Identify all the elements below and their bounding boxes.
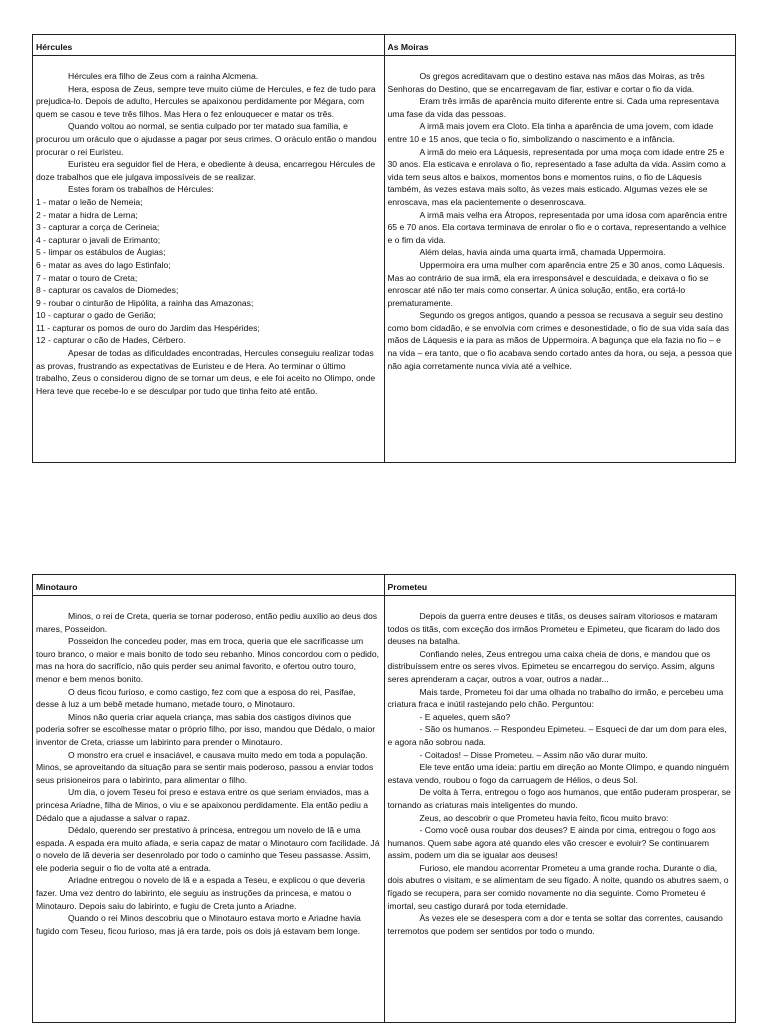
hercules-paragraph: Euristeu era seguidor fiel de Hera, e obediente à deusa, encarregou Hércules de doze trabalhos que ele julgava impossíveis de se realizar. — [36, 159, 376, 182]
minotauro-paragraph: Posseidon lhe concedeu poder, mas em troca, queria que ele sacrificasse um touro branco, o maior e mais bonito de todo seu rebanho. Minos concordou com o pedido, mas na hora do sacrifício, não quis perder seu animal favorito, e ofertou outro touro, menor e bem menos bonito. — [36, 636, 380, 684]
minotauro-title-cell — [33, 575, 385, 596]
bottom-stories-table — [32, 574, 736, 1023]
prometeu-paragraph: Depois da guerra entre deuses e titãs, os deuses saíram vitoriosos e mataram todos os titãs, com exceção dos irmãos Prometeu e Epimeteu, que ficaram do lado dos deuses na batalha. — [387, 611, 720, 647]
labor-item: 10 - capturar o gado de Gerião; — [36, 310, 156, 321]
labor-item: 6 - matar as aves do lago Estinfalo; — [36, 259, 171, 270]
moiras-title: As Moiras — [387, 42, 429, 52]
hercules-paragraph: Hera, esposa de Zeus, sempre teve muito ciúme de Hercules, e fez de tudo para prejudica-lo. Depois de adulto, Hercules se apaixonou perdidamente por Mégara, com quem se casou e teve três filhos. Mas Hera o fez enlouquecer e matar os três. — [36, 83, 376, 119]
prometeu-dialogue: - E aqueles, quem são? — [419, 711, 511, 722]
prometeu-paragraph: Mais tarde, Prometeu foi dar uma olhada no trabalho do irmão, e percebeu uma criatura fraca e inútil rastejando pelo chão. Perguntou: — [387, 686, 724, 710]
minotauro-text-cell — [33, 596, 385, 1023]
hercules-paragraph: Hércules era filho de Zeus com a rainha Alcmena. — [68, 71, 259, 81]
minotauro-title: Minotauro — [36, 582, 78, 592]
hercules-text-cell — [33, 56, 385, 463]
hercules-paragraph: Estes foram os trabalhos de Hércules: — [68, 184, 214, 195]
hercules-title: Hércules — [36, 42, 73, 52]
prometeu-paragraph: Ele teve então uma ideia: partiu em direção ao Monte Olimpo, e quando ninguém estava vendo, roubou o fogo da carruagem de Hélios, o deus Sol. — [387, 762, 730, 785]
minotauro-paragraph: Dédalo, querendo ser prestativo à princesa, entregou um novelo de lã e uma espada. A espada era muito afiada, e seria capaz de matar o Minotauro com facilidade. Já o novelo de lã deveria ser desenrolado por todo o caminho que Teseu passasse. Assim, ele poderia seguir o fio de volta até a entrada. — [36, 825, 380, 873]
moiras-paragraph: Uppermoira era uma mulher com aparência entre 25 e 30 anos, como Láquesis. Mas ao contrário de sua irmã, ela era irresponsável e descuidada, e deixava o fio se enroscar até não ter mais como consertar. A única solução, então, era cortá-lo prematuramente. — [387, 259, 725, 308]
moiras-paragraph: Os gregos acreditavam que o destino estava nas mãos das Moiras, as três Senhoras do Destino, que se encarregavam de fiar, estivar e cortar o fio da vida. — [387, 71, 705, 94]
minotauro-paragraph: Um dia, o jovem Teseu foi preso e estava entre os que seriam enviados, mas a princesa Ariadne, filha de Minos, o viu e se apaixonou perdidamente. Ela então pediu a Dédalo que a ajudasse a salvar o rapaz. — [36, 787, 369, 823]
hercules-paragraph: Apesar de todas as dificuldades encontradas, Hercules conseguiu realizar todas as provas, frustrando as expectativas de Euristeu e de Hera. Ao terminar o último trabalho, Zeus o considerou digno de se tornar um deus, e ele foi aceito no Olimpo, onde Hera teve que recebe-lo e se desculpar por tudo que tinha feito até então. — [36, 348, 376, 396]
prometeu-paragraph: Zeus, ao descobrir o que Prometeu havia feito, ficou muito bravo: — [419, 812, 669, 823]
top-stories-table — [32, 34, 736, 463]
labor-item: 2 - matar a hidra de Lerna; — [36, 209, 138, 220]
hercules-paragraph: Quando voltou ao normal, se sentia culpado por ter matado sua família, e procurou um oráculo que o ajudasse a pagar por seus crimes. O oráculo então o mandou procurar o rei Euristeu. — [36, 121, 377, 157]
moiras-paragraph: A irmã do meio era Láquesis, representada por uma moça com idade entre 25 e 30 anos. Ela esticava e enrolava o fio, representado a fase adulta da vida. Assim como a vida tem seus altos e baixos, momentos bons e momentos ruins, o fio de Láquesis também, às vezes estava mais solto, às vezes mais esticado. Algumas vezes ele se enroscava, mas ela pacientemente o desenroscava. — [387, 146, 726, 207]
prometeu-title-cell — [384, 575, 736, 596]
labor-item: 3 - capturar a corça de Cerineia; — [36, 222, 160, 233]
prometeu-paragraph: Confiando neles, Zeus entregou uma caixa cheia de dons, e mandou que os distribuíssem entre os seres vivos. Epimeteu se encarregou do serviço. Assim, alguns seres aprenderam a caçar, outros a voar, outros a nadar... — [387, 648, 715, 684]
labor-item: 5 - limpar os estábulos de Áugias; — [36, 247, 166, 258]
moiras-paragraph: Além delas, havia ainda uma quarta irmã, chamada Uppermoira. — [419, 247, 666, 258]
prometeu-paragraph: De volta à Terra, entregou o fogo aos humanos, que então puderam prosperar, se tornando as criaturas mais inteligentes do mundo. — [387, 787, 731, 810]
labor-item: 1 - matar o leão de Nemeia; — [36, 196, 143, 207]
labor-item: 9 - roubar o cinturão de Hipólita, a rainha das Amazonas; — [36, 297, 254, 308]
prometeu-dialogue: - Como você ousa roubar dos deuses? E ainda por cima, entregou o fogo aos humanos. Quem sabe agora até quando eles vão crescer e evoluir? Se continuarem assim, podem um dia se igualar aos deuses! — [387, 825, 716, 861]
moiras-paragraph: A irmã mais velha era Átropos, representada por uma idosa com aparência entre 65 e 70 anos. Ela cortava terminava de enrolar o fio e o cortava, representando a velhice e o fim da vida. — [387, 209, 728, 245]
prometeu-paragraph: Furioso, ele mandou acorrentar Prometeu a uma grande rocha. Durante o dia, dois abutres o visitam, e se alimentam de seu fígado. À noite, quando os abutres saem, o fígado se recupera, para ser comido novamente no dia seguinte. Como Prometeu é imortal, seu castigo durará por toda eternidade. — [387, 862, 729, 911]
labor-item: 4 - capturar o javali de Erimanto; — [36, 234, 161, 245]
prometeu-dialogue: - São os humanos. – Respondeu Epimeteu. – Esqueci de dar um dom para eles, e agora não sobrou nada. — [387, 724, 727, 747]
minotauro-paragraph: Quando o rei Minos descobriu que o Minotauro estava morto e Ariadne havia fugido com Teseu, ficou furioso, mas já era tarde, pois os dois já estavam bem longe. — [36, 913, 361, 936]
minotauro-paragraph: O deus ficou furioso, e como castigo, fez com que a esposa do rei, Pasifae, desse à luz a um bebê metade humano, metade touro, o Minotauro. — [36, 686, 356, 710]
prometeu-paragraph: Às vezes ele se desespera com a dor e tenta se soltar das correntes, causando terremotos que podem ser sentidos por todo o mundo. — [387, 913, 723, 936]
moiras-paragraph: A irmã mais jovem era Cloto. Ela tinha a aparência de uma jovem, com idade entre 10 e 15 anos, que tecia o fio, simbolizando o nascimento e a infância. — [387, 121, 714, 144]
prometeu-dialogue: - Coitados! – Disse Prometeu. – Assim não vão durar muito. — [419, 749, 648, 760]
moiras-paragraph: Segundo os gregos antigos, quando a pessoa se recusava a seguir seu destino como bom cidadão, e se envolvia com crimes e desonestidade, o fio de sua vida saía das mãos de Láquesis e ia para as mãos de Uppermoira. A bagunça que ela fazia no fio – e na vida – era tanto, que o fio acabava sendo cortado antes da hora, ou seja, a pessoa que não agia corretamente nunca vivia até a velhice. — [387, 310, 732, 371]
minotauro-paragraph: Ariadne entregou o novelo de lã e a espada a Teseu, e explicou o que deveria fazer. Uma vez dentro do labirinto, ele seguiu as instruções da princesa, e matou o Minotauro. Depois saiu do labirinto, e fugiu de Creta junto a Ariadne. — [36, 875, 366, 911]
labor-item: 11 - capturar os pomos de ouro do Jardim das Hespérides; — [36, 322, 260, 333]
moiras-title-cell — [384, 35, 736, 56]
prometeu-title: Prometeu — [387, 582, 428, 592]
labor-item: 8 - capturar os cavalos de Diomedes; — [36, 285, 179, 296]
labor-item: 12 - capturar o cão de Hades, Cérbero. — [36, 335, 186, 346]
labors-list — [36, 196, 381, 347]
minotauro-paragraph: Minos, o rei de Creta, queria se tornar poderoso, então pediu auxílio ao deus dos mares, Posseidon. — [36, 611, 378, 634]
prometeu-text-cell — [384, 596, 736, 1023]
moiras-paragraph: Eram três irmãs de aparência muito diferente entre si. Cada uma representava uma fase da vida das pessoas. — [387, 96, 719, 119]
labor-item: 7 - matar o touro de Creta; — [36, 272, 138, 283]
minotauro-paragraph: Minos não queria criar aquela criança, mas sabia dos castigos divinos que poderia sofrer se escolhesse matar o próprio filho, por isso, mandou que Dédalo, o maior inventor de Creta, criasse um labirinto para prender o Minotauro. — [36, 711, 376, 747]
moiras-text-cell — [384, 56, 736, 463]
minotauro-paragraph: O monstro era cruel e insaciável, e causava muito medo em toda a população. Minos, se aproveitando da situação para se sentir mais poderoso, passou a enviar todos seus prisioneiros para o labirinto, para alimentar o filho. — [36, 749, 374, 785]
hercules-title-cell — [33, 35, 385, 56]
